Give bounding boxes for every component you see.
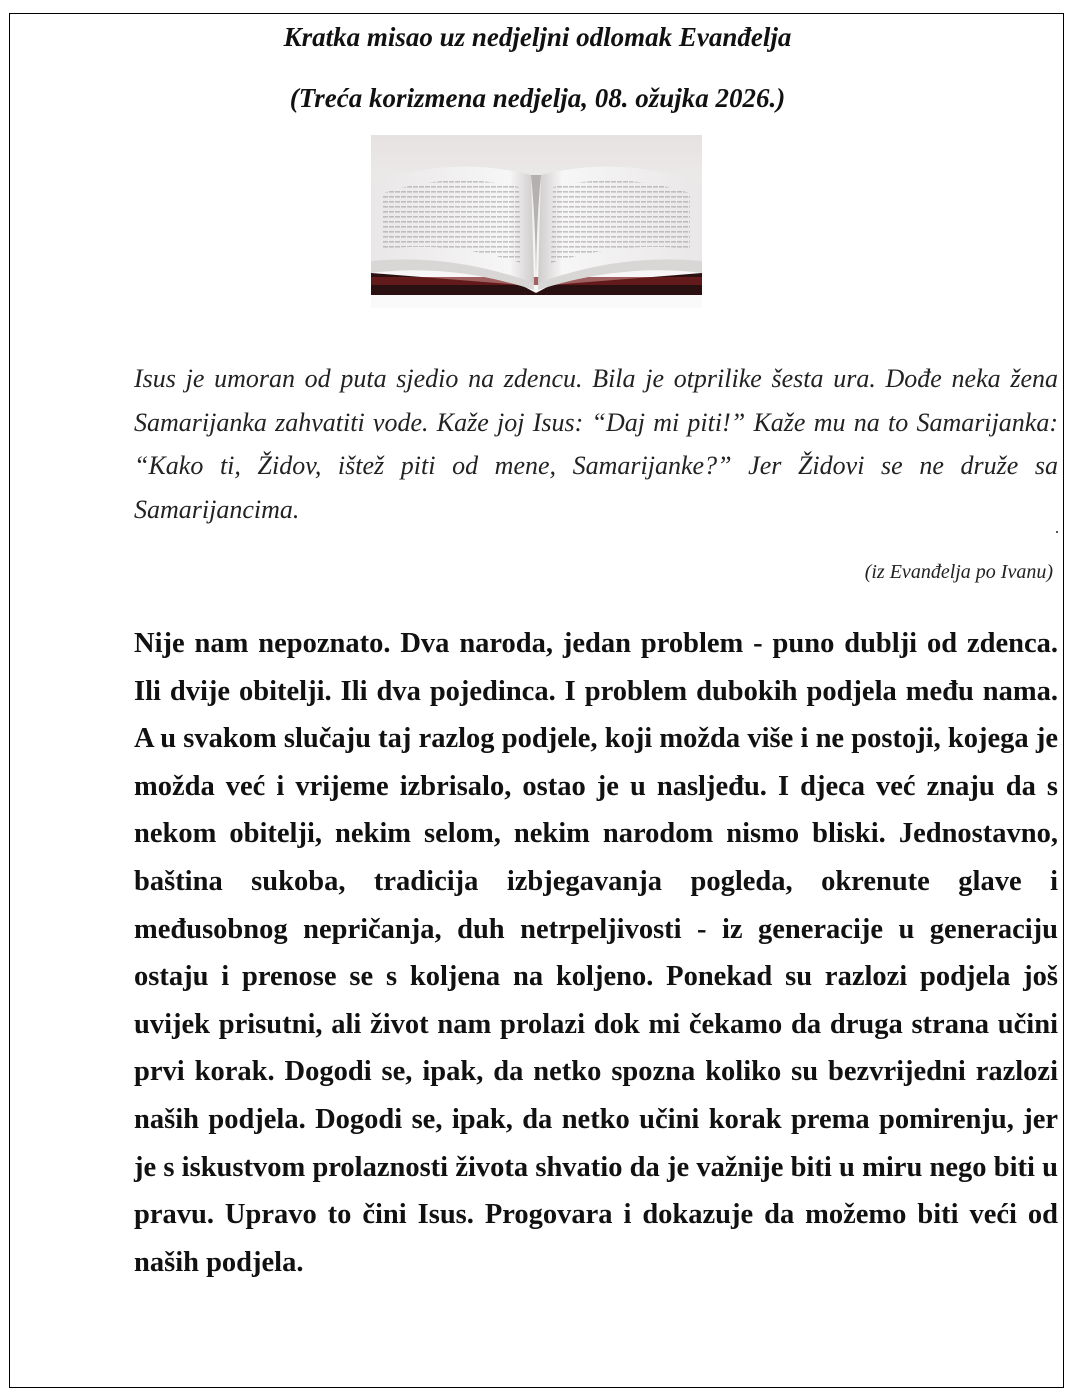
page-subtitle: (Treća korizmena nedjelja, 08. ožujka 2026.) (289, 83, 786, 113)
gospel-quote: Isus je umoran od puta sjedio na zdencu. Bila je otprilike šesta ura. Dođe neka žena Samarijanka zahvatiti vode. Kaže joj Isus: “Daj mi piti!” Kaže mu na to Samarijanka: “Kako ti, Židov, ištež piti od mene, Samarijanke?” Jer Židovi se ne druže sa Samarijancima. (134, 364, 1058, 524)
page-title: Kratka misao uz nedjeljni odlomak Evanđelja (283, 22, 792, 52)
open-book-image (371, 135, 702, 308)
quote-source: (iz Evanđelja po Ivanu) (864, 561, 1053, 583)
stray-dot (1056, 531, 1058, 533)
reflection-text: Nije nam nepoznato. Dva naroda, jedan problem - puno dublji od zdenca. Ili dvije obitelji. Ili dva pojedinca. I problem dubokih podjela među nama. A u svakom slučaju taj razlog podjele, koji možda više i ne postoji, kojega je možda već i vrijeme izbrisalo, ostao je u nasljeđu. I djeca već znaju da s nekom obitelji, nekim selom, nekim narodom nismo bliski. Jednostavno, baština sukoba, tradicija izbjegavanja pogleda, okrenute glave i međusobnog nepričanja, duh netrpeljivosti - iz generacije u generaciju ostaju i prenose se s koljena na koljeno. Ponekad su razlozi podjela još uvijek prisutni, ali život nam prolazi dok mi čekamo da druga strana učini prvi korak. Dogodi se, ipak, da netko spozna koliko su bezvrijedni razlozi naših podjela. Dogodi se, ipak, da netko učini korak prema pomirenju, jer je s iskustvom prolaznosti života shvatio da je važnije biti u miru nego biti u pravu. Upravo to čini Isus. Progovara i dokazuje da možemo biti veći od naših podjela. (134, 628, 1058, 1278)
